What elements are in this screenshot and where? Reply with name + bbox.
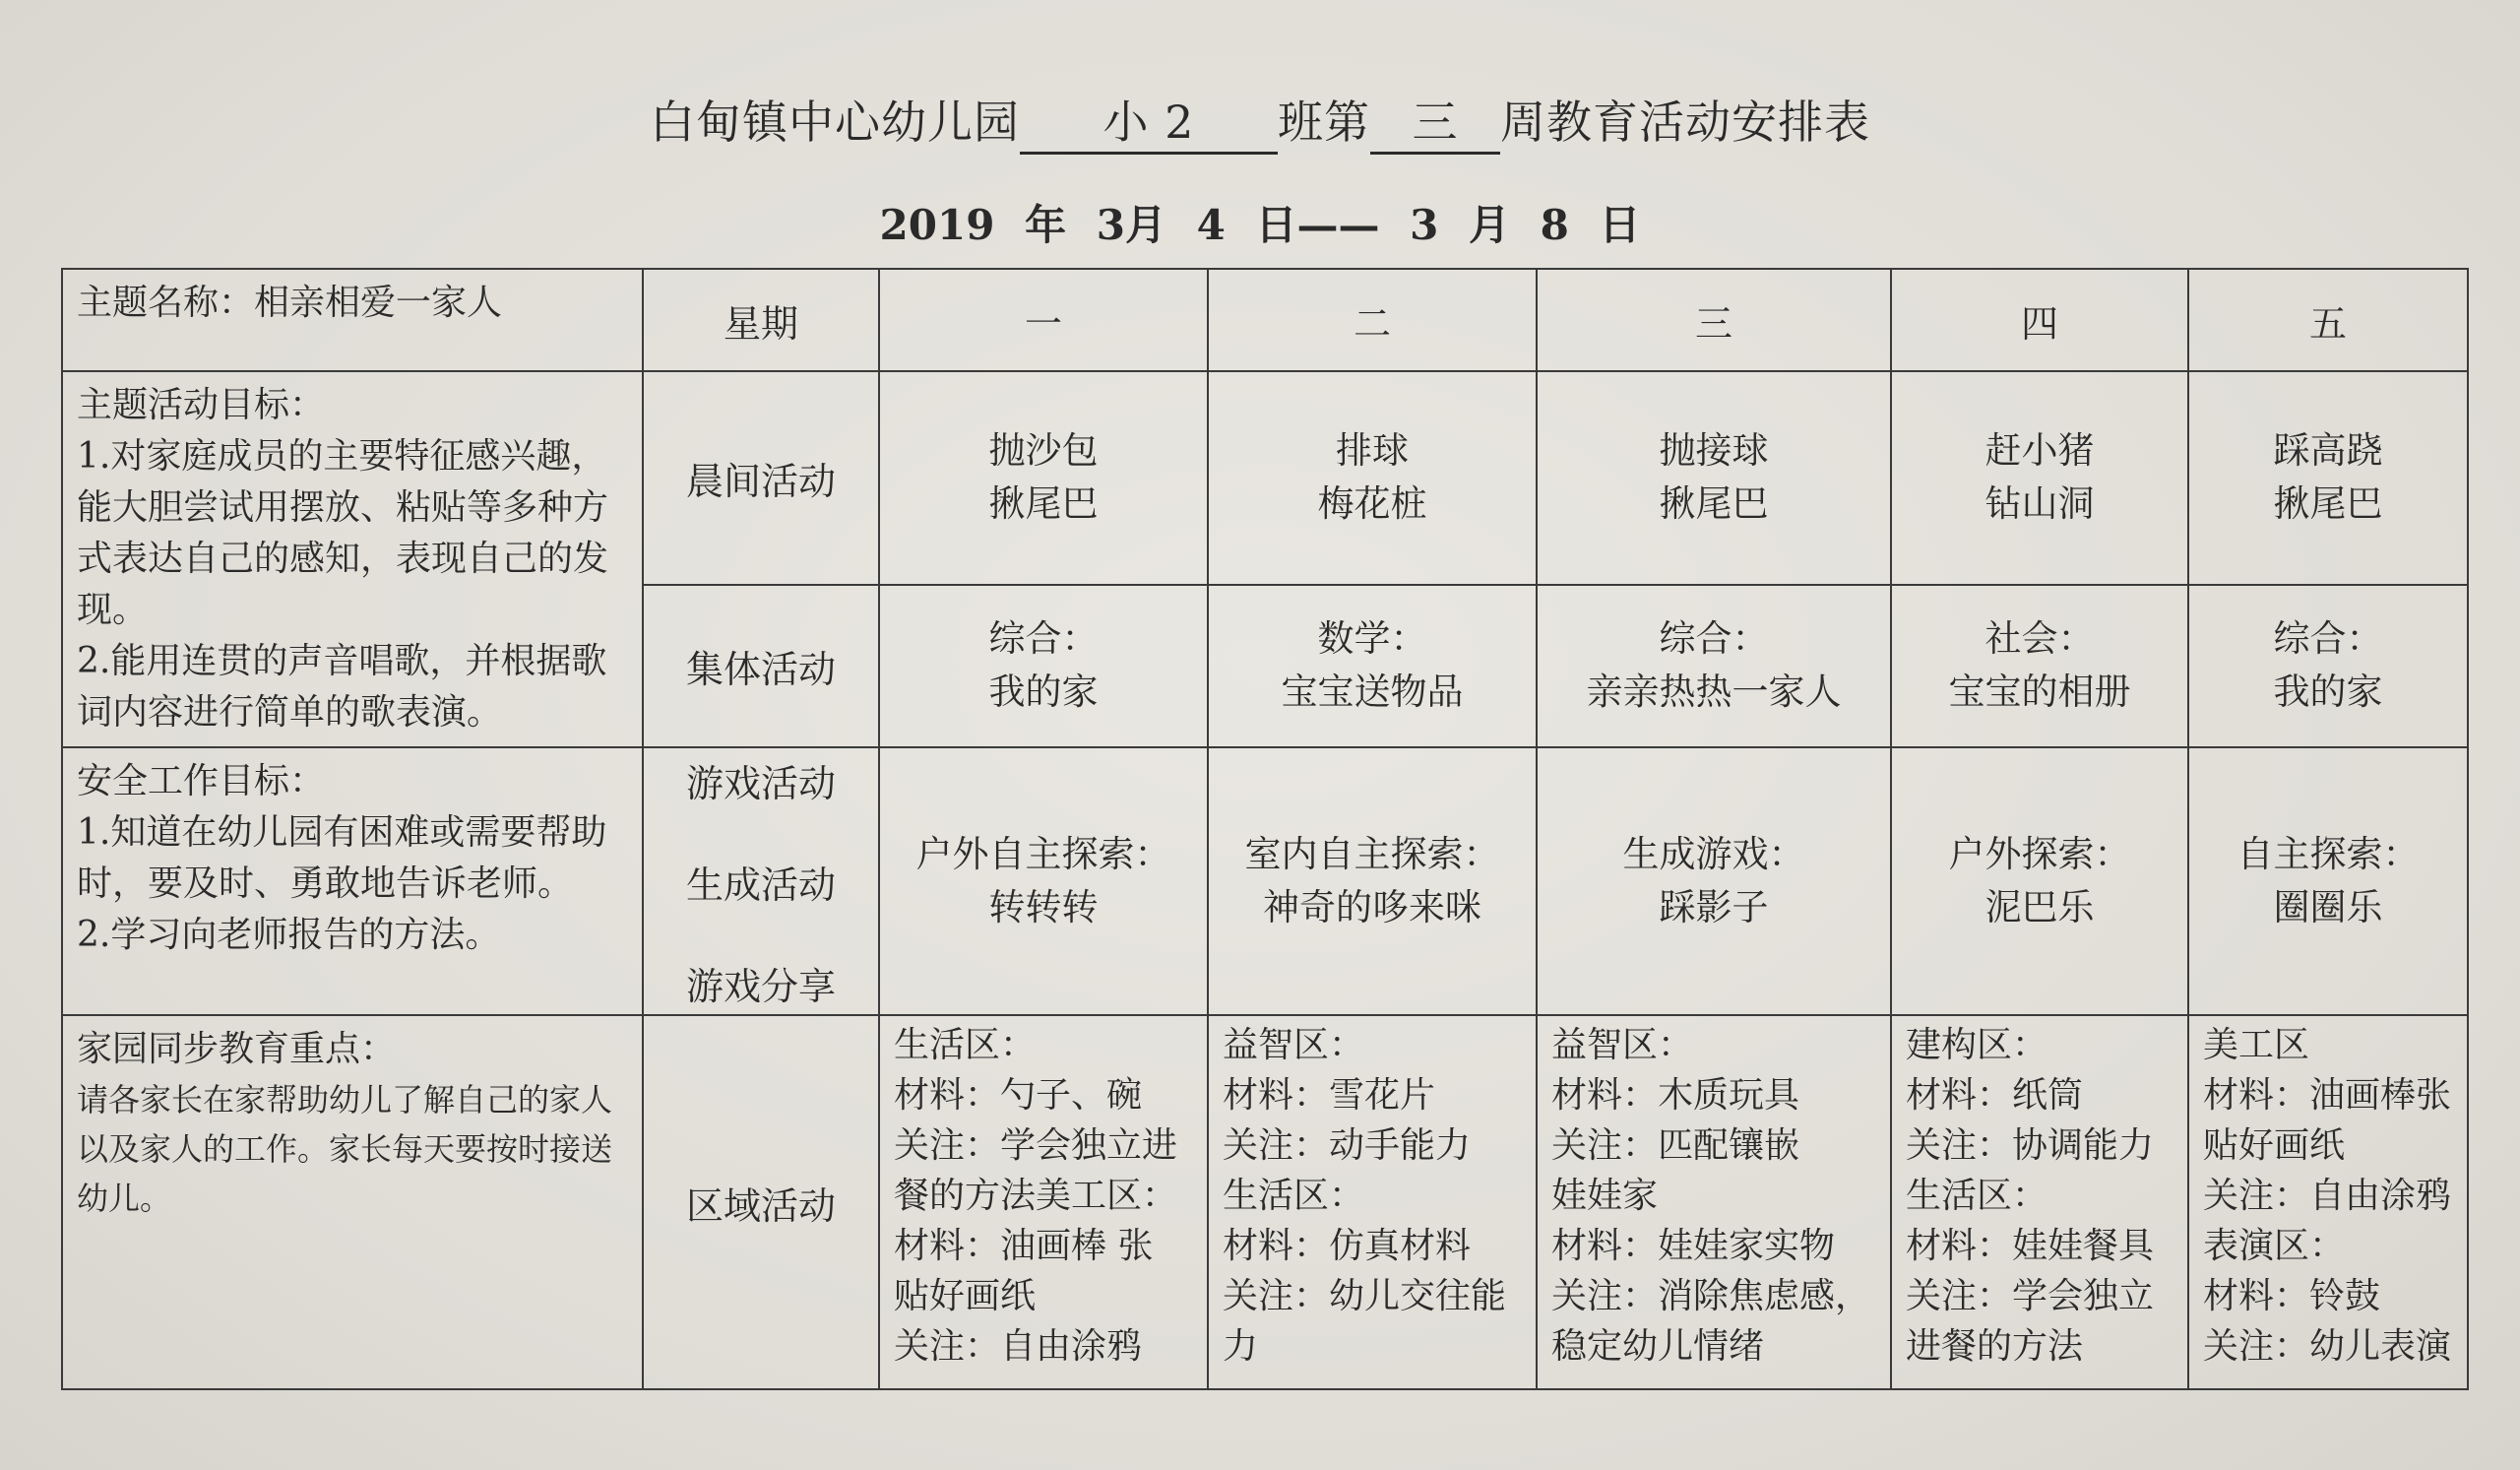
activity-text: 抛接球 [1659,429,1769,473]
theme-goals-cell [62,371,643,747]
end-month: 3 [1410,201,1439,249]
schedule-table [61,268,2469,1390]
activity-text: 我的家 [2273,671,2383,714]
group-cell [2188,585,2468,747]
page-title [0,87,2520,155]
area-text: 餐的方法美工区： [894,1176,1178,1216]
safety-goal-1: 1.知道在幼儿园有困难或需要帮助时，要及时、勇敢地告诉老师。 [77,812,607,904]
area-text: 建构区： [1906,1025,2048,1065]
area-text: 关注：自由涂鸦 [894,1326,1143,1367]
group-label: 集体活动 [643,585,879,747]
area-text: 关注：幼儿交往能 [1223,1276,1507,1316]
area-text: 材料：娃娃家实物 [1551,1226,1836,1266]
area-text: 关注：消除焦虑感， [1551,1276,1871,1316]
group-cell [1208,585,1537,747]
area-cell [1891,1015,2188,1389]
day-header: 五 [2188,269,2468,371]
activity-text: 数学： [1317,617,1427,661]
theme-goal-1: 1.对家庭成员的主要特征感兴趣，能大胆尝试用摆放、粘贴等多种方式表达自己的感知，表现自己的发现。 [77,436,609,630]
game-cell [2188,747,2468,1015]
area-text: 关注：匹配镶嵌 [1551,1125,1800,1166]
game-cell [1891,747,2188,1015]
theme-goals-heading: 主题活动目标： [77,385,326,425]
activity-text: 综合： [988,617,1099,661]
date-range [0,193,2520,252]
area-text: 进餐的方法 [1906,1326,2084,1367]
area-text: 关注：动手能力 [1223,1125,1472,1166]
area-text: 材料：纸筒 [1906,1075,2084,1116]
area-text: 材料：雪花片 [1223,1075,1436,1116]
safety-goals-cell [62,747,643,1015]
area-text: 稳定幼儿情绪 [1551,1326,1765,1367]
activity-text: 我的家 [988,671,1099,714]
game-share-label: 游戏分享 [685,964,836,1008]
activity-text: 揪尾巴 [988,482,1099,526]
morning-cell [1537,371,1891,585]
morning-cell [1208,371,1537,585]
game-cell [879,747,1208,1015]
area-label: 区域活动 [643,1015,879,1389]
activity-text: 转转转 [988,886,1099,928]
area-text: 表演区： [2203,1226,2346,1266]
activity-text: 抛沙包 [988,429,1099,473]
home-focus-heading: 家园同步教育重点： [77,1029,397,1069]
start-day: 4 [1196,201,1226,249]
class-blank: 小 2 [1020,87,1278,155]
area-text: 力 [1223,1326,1259,1367]
area-text: 关注：学会独立 [1906,1276,2155,1316]
home-focus-text: 请各家长在家帮助幼儿了解自己的家人以及家人的工作。家长每天要按时接送幼儿。 [77,1081,613,1217]
activity-text: 综合： [1659,617,1769,661]
activity-text: 揪尾巴 [1659,482,1769,526]
activity-text: 钻山洞 [1984,482,2095,526]
area-cell [1208,1015,1537,1389]
area-row [62,1015,2468,1389]
area-cell [879,1015,1208,1389]
area-text: 娃娃家 [1551,1176,1659,1216]
start-month: 3月 [1096,201,1166,249]
activity-text: 排球 [1336,429,1409,473]
morning-label: 晨间活动 [643,371,879,585]
activity-text: 户外探索： [1948,833,2131,875]
spacer [644,909,878,956]
activity-text: 揪尾巴 [2273,482,2383,526]
activity-text: 梅花桩 [1317,482,1427,526]
activity-text: 赶小猪 [1984,429,2095,473]
activity-text: 踩高跷 [2273,429,2383,473]
area-text: 材料：仿真材料 [1223,1226,1472,1266]
area-text: 材料：油画棒 张 [894,1226,1154,1266]
title-suffix: 周教育活动安排表 [1500,96,1870,149]
game-cell [1537,747,1891,1015]
area-cell [2188,1015,2468,1389]
day-header: 一 [879,269,1208,371]
activity-text: 综合： [2273,617,2383,661]
area-text: 益智区： [1223,1025,1365,1065]
group-cell [879,585,1208,747]
area-text: 益智区： [1551,1025,1694,1065]
area-text: 关注：学会独立进 [894,1125,1178,1166]
game-label: 游戏活动 [685,761,836,805]
group-cell [1537,585,1891,747]
activity-text: 踩影子 [1659,886,1769,928]
activity-text: 自主探索： [2236,833,2420,875]
game-cell [1208,747,1537,1015]
activity-text: 社会： [1984,617,2095,661]
area-text: 生活区： [894,1025,1037,1065]
spacer [644,807,878,855]
area-text: 关注：自由涂鸦 [2203,1176,2452,1216]
activity-text: 宝宝的相册 [1948,671,2131,714]
activity-text: 室内自主探索： [1244,833,1500,875]
area-text: 贴好画纸 [894,1276,1037,1316]
area-text: 美工区 [2203,1025,2310,1065]
end-day-unit: 日 [1599,201,1641,249]
game-row [62,747,2468,1015]
day-header: 二 [1208,269,1537,371]
year-unit: 年 [1025,201,1067,249]
generated-label: 生成活动 [685,863,836,907]
safety-goal-2: 2.学习向老师报告的方法。 [77,915,501,955]
area-text: 生活区： [1223,1176,1365,1216]
day-header: 三 [1537,269,1891,371]
day-header: 四 [1891,269,2188,371]
area-text: 材料：勺子、碗 [894,1075,1143,1116]
area-text: 贴好画纸 [2203,1125,2346,1166]
group-cell [1891,585,2188,747]
area-text: 关注：幼儿表演 [2203,1326,2452,1367]
week-blank: 三 [1370,87,1500,155]
morning-cell [879,371,1208,585]
theme-name: 主题名称：相亲相爱一家人 [62,269,643,371]
activity-text: 亲亲热热一家人 [1586,671,1842,714]
year: 2019 [879,201,995,249]
area-text: 材料：娃娃餐具 [1906,1226,2155,1266]
morning-row [62,371,2468,585]
area-text: 材料：油画棒张 [2203,1075,2452,1116]
month-unit: 月 [1468,201,1510,249]
area-text: 材料：铃鼓 [2203,1276,2381,1316]
area-text: 材料：木质玩具 [1551,1075,1800,1116]
activity-text: 宝宝送物品 [1281,671,1464,714]
area-text: 关注：协调能力 [1906,1125,2155,1166]
activity-text: 户外自主探索： [915,833,1171,875]
home-focus-cell [62,1015,643,1389]
school-name: 白甸镇中心幼儿园 [650,96,1020,149]
activity-text: 泥巴乐 [1984,886,2095,928]
morning-cell [2188,371,2468,585]
activity-text: 神奇的哆来咪 [1263,886,1481,928]
theme-goal-2: 2.能用连贯的声音唱歌，并根据歌词内容进行简单的歌表演。 [77,641,607,733]
activity-text: 圈圈乐 [2273,886,2383,928]
game-labels-cell [643,747,879,1015]
area-cell [1537,1015,1891,1389]
weekday-header: 星期 [643,269,879,371]
title-mid: 班第 [1278,96,1370,149]
day-unit: 日—— [1255,201,1380,249]
morning-cell [1891,371,2188,585]
area-text: 生活区： [1906,1176,2048,1216]
header-row [62,269,2468,371]
safety-goals-heading: 安全工作目标： [77,761,326,801]
activity-text: 生成游戏： [1622,833,1805,875]
end-day: 8 [1540,201,1569,249]
